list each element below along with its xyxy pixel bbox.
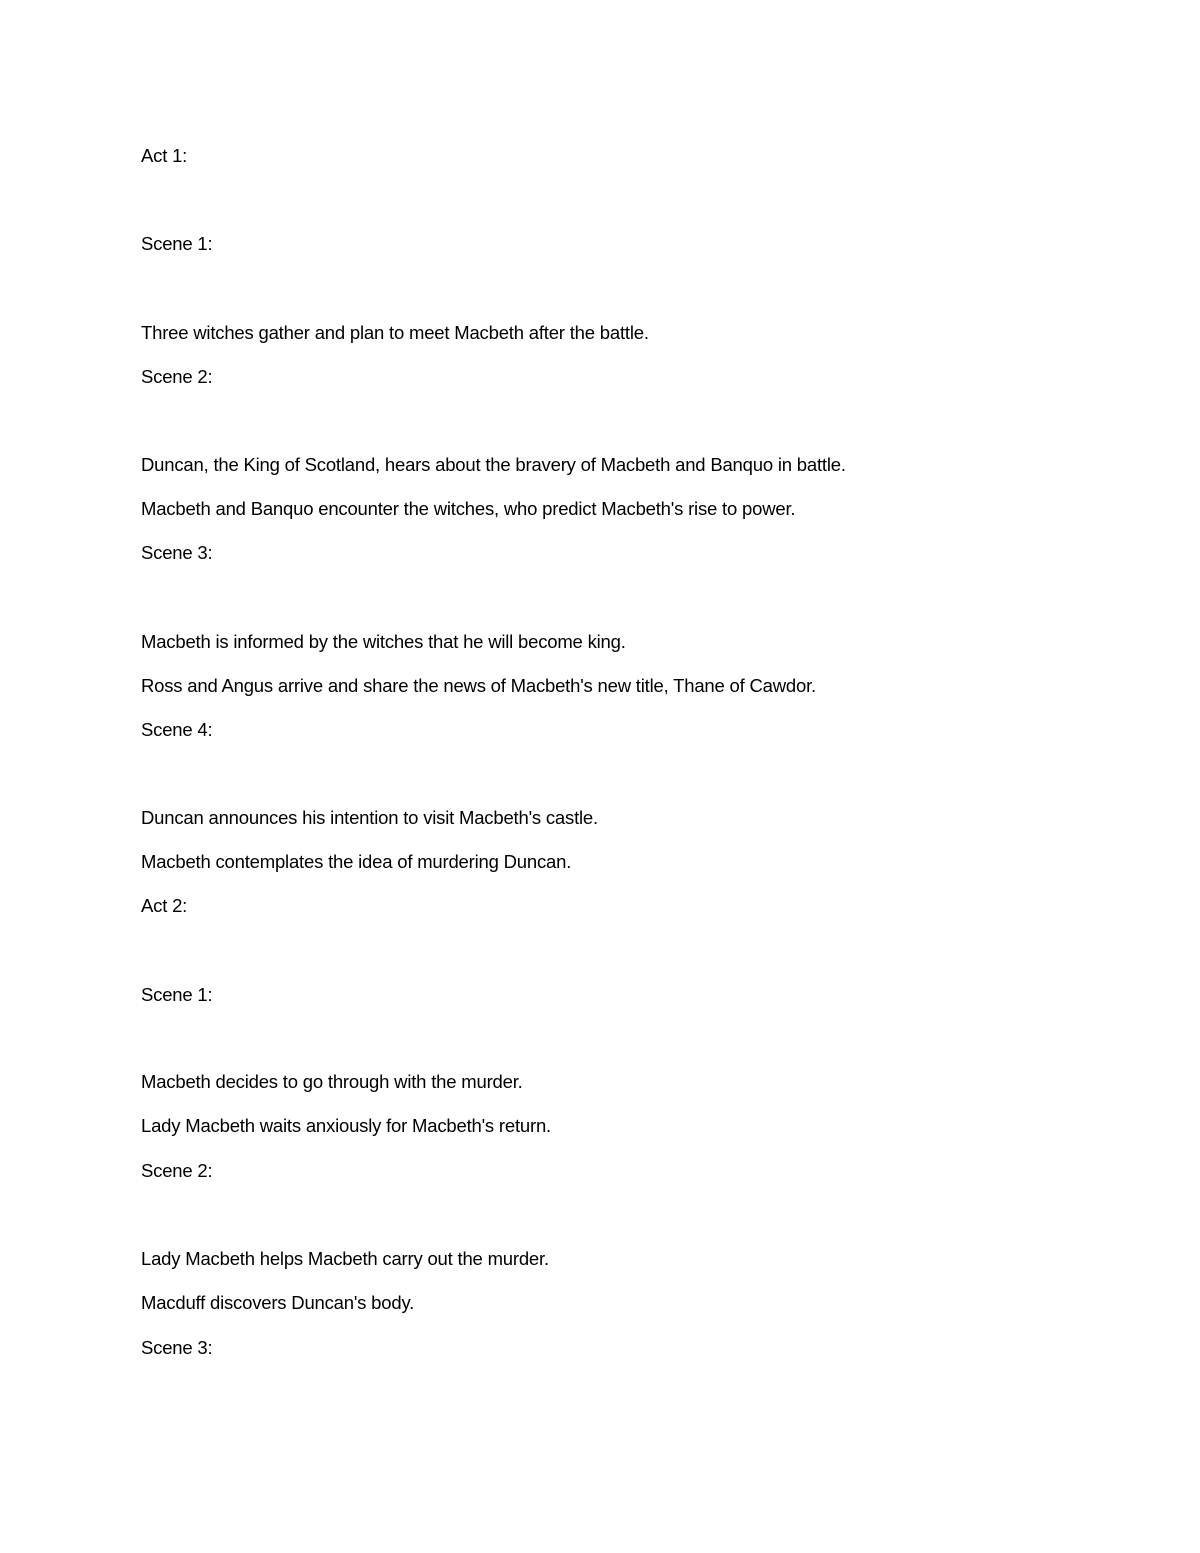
- paragraph: Macduff discovers Duncan's body.: [141, 1292, 415, 1313]
- paragraph: Ross and Angus arrive and share the news of Macbeth's new title, Thane of Cawdor.: [141, 675, 816, 696]
- scene-heading: Scene 2:: [141, 1160, 213, 1181]
- paragraph: Lady Macbeth helps Macbeth carry out the murder.: [141, 1248, 549, 1269]
- paragraph: Three witches gather and plan to meet Macbeth after the battle.: [141, 322, 649, 343]
- paragraph: Macbeth decides to go through with the murder.: [141, 1071, 523, 1092]
- paragraph: Duncan, the King of Scotland, hears about the bravery of Macbeth and Banquo in battle.: [141, 454, 846, 475]
- act-heading: Act 1:: [141, 145, 188, 166]
- scene-heading: Scene 3:: [141, 542, 213, 563]
- act-heading: Act 2:: [141, 895, 188, 916]
- paragraph: Lady Macbeth waits anxiously for Macbeth's return.: [141, 1115, 551, 1136]
- scene-heading: Scene 3:: [141, 1337, 213, 1358]
- scene-heading: Scene 1:: [141, 233, 213, 254]
- scene-heading: Scene 2:: [141, 366, 213, 387]
- scene-heading: Scene 4:: [141, 719, 213, 740]
- paragraph: Duncan announces his intention to visit Macbeth's castle.: [141, 807, 598, 828]
- paragraph: Macbeth is informed by the witches that he will become king.: [141, 631, 626, 652]
- paragraph: Macbeth contemplates the idea of murdering Duncan.: [141, 851, 572, 872]
- scene-heading: Scene 1:: [141, 984, 213, 1005]
- paragraph: Macbeth and Banquo encounter the witches, who predict Macbeth's rise to power.: [141, 498, 796, 519]
